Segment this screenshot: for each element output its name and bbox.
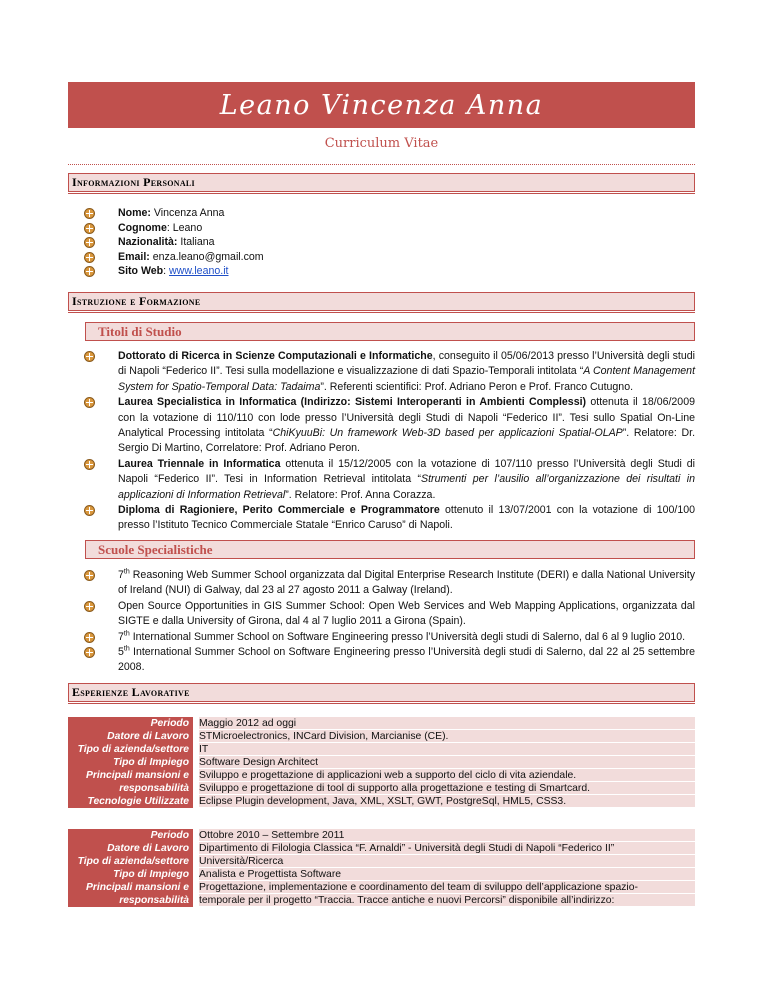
ordinal-suffix: th xyxy=(123,645,130,653)
job-value: Software Design Architect xyxy=(199,756,695,769)
job-entry xyxy=(68,829,695,907)
bullet-icon xyxy=(84,351,95,362)
ordinal: 7 xyxy=(118,630,124,643)
degree-title: Laurea Specialistica in Informatica (Indirizzo: Sistemi Interoperanti in Ambienti Complessi) xyxy=(118,396,587,409)
bullet-icon xyxy=(84,459,95,470)
ordinal-suffix: th xyxy=(123,568,130,576)
field-label: Cognome xyxy=(118,221,167,234)
job-value: Sviluppo e progettazione di applicazioni web a supporto del ciclo di vita aziendale. xyxy=(199,769,695,782)
field-label: Sito Web xyxy=(118,265,164,278)
bullet-icon xyxy=(84,570,95,581)
list-item xyxy=(84,235,695,250)
job-label: Tipo di azienda/settore xyxy=(77,856,189,867)
thesis-title: Strumenti per l’ausilio all’organizzazione dei risultati in applicazioni di Information Retrieval xyxy=(118,473,696,501)
job-label: Principali mansioni e xyxy=(86,770,189,781)
job-label: Periodo xyxy=(150,830,189,841)
website-link[interactable]: www.leano.it xyxy=(169,265,229,278)
job-label: responsabilità xyxy=(119,783,189,794)
job-value: Maggio 2012 ad oggi xyxy=(199,717,695,730)
bullet-icon xyxy=(84,505,95,516)
bullet-icon xyxy=(84,223,95,234)
name-banner xyxy=(68,82,695,128)
titoli-list xyxy=(84,349,695,534)
list-item xyxy=(84,630,695,645)
list-item xyxy=(84,395,695,457)
bullet-icon xyxy=(84,208,95,219)
list-item xyxy=(84,457,695,503)
bullet-icon xyxy=(84,647,95,658)
job-label: Principali mansioni e xyxy=(86,882,189,893)
degree-tail: ”. Relatore: Dr. Sergio Di Martino, Correlatore: Prof. Adriano Peron. xyxy=(118,427,696,455)
section-heading-text: Esperienze Lavorative xyxy=(72,685,190,699)
school-text: International Summer School on Software Engineering presso l’Università degli studi di Salerno, dal 6 al 9 luglio 2010. xyxy=(129,630,686,643)
bullet-icon xyxy=(84,601,95,612)
field-label: Nome: xyxy=(118,207,151,219)
field-value: Vincenza Anna xyxy=(150,207,225,219)
bullet-icon xyxy=(84,266,95,277)
thesis-title: ChiKyuuBi: Un framework Web-3D based per applicazioni Spatial-OLAP xyxy=(272,427,623,440)
job-label: Datore di Lavoro xyxy=(107,843,189,854)
degree-tail: ”. Relatore: Prof. Anna Corazza. xyxy=(285,488,436,501)
job-value: Università/Ricerca xyxy=(199,855,695,868)
job-value: Eclipse Plugin development, Java, XML, XSLT, GWT, PostgreSql, HML5, CSS3. xyxy=(199,795,695,808)
field-value: : xyxy=(163,265,170,278)
scuole-list xyxy=(84,568,695,676)
job-label: Periodo xyxy=(150,718,189,729)
job-value: Ottobre 2010 – Settembre 2011 xyxy=(199,829,695,842)
ordinal: 5 xyxy=(118,646,124,659)
job-value: IT xyxy=(199,743,695,756)
job-label: Tipo di Impiego xyxy=(113,869,189,880)
job-label: Tecnologie Utilizzate xyxy=(87,796,189,807)
bullet-icon xyxy=(84,397,95,408)
page-title: Leano Vincenza Anna xyxy=(219,89,544,121)
degree-title: Diploma di Ragioniere, Perito Commerciale e Programmatore xyxy=(118,504,440,517)
field-value: enza.leano@gmail.com xyxy=(149,250,264,263)
list-item xyxy=(84,503,695,534)
ordinal-suffix: th xyxy=(123,630,130,638)
section-heading-text: Informazioni Personali xyxy=(72,175,195,189)
degree-text: , conseguito il 05/06/2013 presso l’Università degli studi di Napoli “Federico II”. Tesi sulla modellazione e visualizzazione di dati Spazio-Temporali intitolata “ xyxy=(118,350,695,378)
job-value: Analista e Progettista Software xyxy=(199,868,695,881)
section-heading-text: Istruzione e Formazione xyxy=(72,294,201,308)
degree-tail: ”. Referenti scientifici: Prof. Adriano Peron e Prof. Franco Cutugno. xyxy=(320,380,634,393)
divider xyxy=(68,164,695,165)
list-item xyxy=(84,349,695,395)
field-value: : Leano xyxy=(166,221,203,234)
bullet-icon xyxy=(84,632,95,643)
job-value: Dipartimento di Filologia Classica “F. Arnaldi” - Università degli Studi di Napoli “Federico II” xyxy=(199,842,695,855)
degree-title: Laurea Triennale in Informatica xyxy=(118,457,281,470)
list-item xyxy=(84,221,695,236)
job-label: Tipo di Impiego xyxy=(113,757,189,768)
list-item xyxy=(84,206,695,221)
subheading-scuole: Scuole Specialistiche xyxy=(85,540,695,559)
list-item xyxy=(84,568,695,599)
job-value: temporale per il progetto “Traccia. Tracce antiche e nuovi Percorsi” disponibile all’indirizzo: xyxy=(199,894,695,907)
personal-info-list xyxy=(84,206,695,279)
job-label: Datore di Lavoro xyxy=(107,731,189,742)
list-item xyxy=(84,599,695,630)
school-text: Open Source Opportunities in GIS Summer School: Open Web Services and Web Mapping Applications, organizzata dal SIGTE e dalla University of Girona, dal 4 al 7 luglio 2011 a Girona (Spain). xyxy=(118,599,695,628)
thesis-title: A Content Management System for Spatio-Temporal Data: Tadaima xyxy=(118,365,696,393)
section-heading-education xyxy=(68,292,695,311)
section-heading-work xyxy=(68,683,695,702)
school-text: Reasoning Web Summer School organizzata dal Digital Enterprise Research Institute (DERI) e dalla National University of Ireland (NUI) di Galway, dal 23 al 27 agosto 2011 a Galway (Ireland). xyxy=(118,569,695,597)
job-value: Sviluppo e progettazione di tool di supporto alla progettazione e testing di Smartcard. xyxy=(199,782,695,795)
job-label: responsabilità xyxy=(119,895,189,906)
job-value: Progettazione, implementazione e coordinamento del team di sviluppo dell’applicazione spazio- xyxy=(199,881,695,894)
school-text: International Summer School on Software Engineering presso l’Università degli studi di Salerno, dal 22 al 25 settembre 2008. xyxy=(118,646,695,674)
field-label: Email: xyxy=(118,250,150,263)
list-item xyxy=(84,645,695,676)
degree-text: ottenuto il 13/07/2001 con la votazione di 100/100 presso l’Istituto Tecnico Commerciale Statale “Enrico Caruso” di Napoli. xyxy=(118,504,695,532)
job-entry xyxy=(68,717,695,808)
job-value: STMicroelectronics, INCard Division, Marcianise (CE). xyxy=(199,730,695,743)
ordinal: 7 xyxy=(118,569,124,581)
bullet-icon xyxy=(84,237,95,248)
subheading-titoli: Titoli di Studio xyxy=(85,322,695,341)
field-label: Nazionalità: xyxy=(118,236,178,249)
job-values xyxy=(193,829,695,907)
job-label: Tipo di azienda/settore xyxy=(77,744,189,755)
bullet-icon xyxy=(84,252,95,263)
list-item xyxy=(84,264,695,279)
list-item xyxy=(84,250,695,265)
job-labels xyxy=(68,717,193,808)
job-labels xyxy=(68,829,193,907)
section-heading-personal xyxy=(68,173,695,192)
field-value: Italiana xyxy=(177,236,215,249)
degree-text: ottenuta il 15/12/2005 con la votazione di 107/110 presso l’Università degli Studi di Napoli “Federico II”. Tesi in Information Retrieval intitolata “ xyxy=(118,457,695,486)
job-values xyxy=(193,717,695,808)
subtitle: Curriculum Vitae xyxy=(324,136,439,151)
degree-title: Dottorato di Ricerca in Scienze Computazionali e Informatiche xyxy=(118,350,433,362)
degree-text: ottenuta il 18/06/2009 con la votazione di 110/110 con lode presso l’Università degli Studi di Napoli “Federico II”. Tesi sullo Spatial On-Line Analytical Processing intitolata “ xyxy=(118,396,695,440)
